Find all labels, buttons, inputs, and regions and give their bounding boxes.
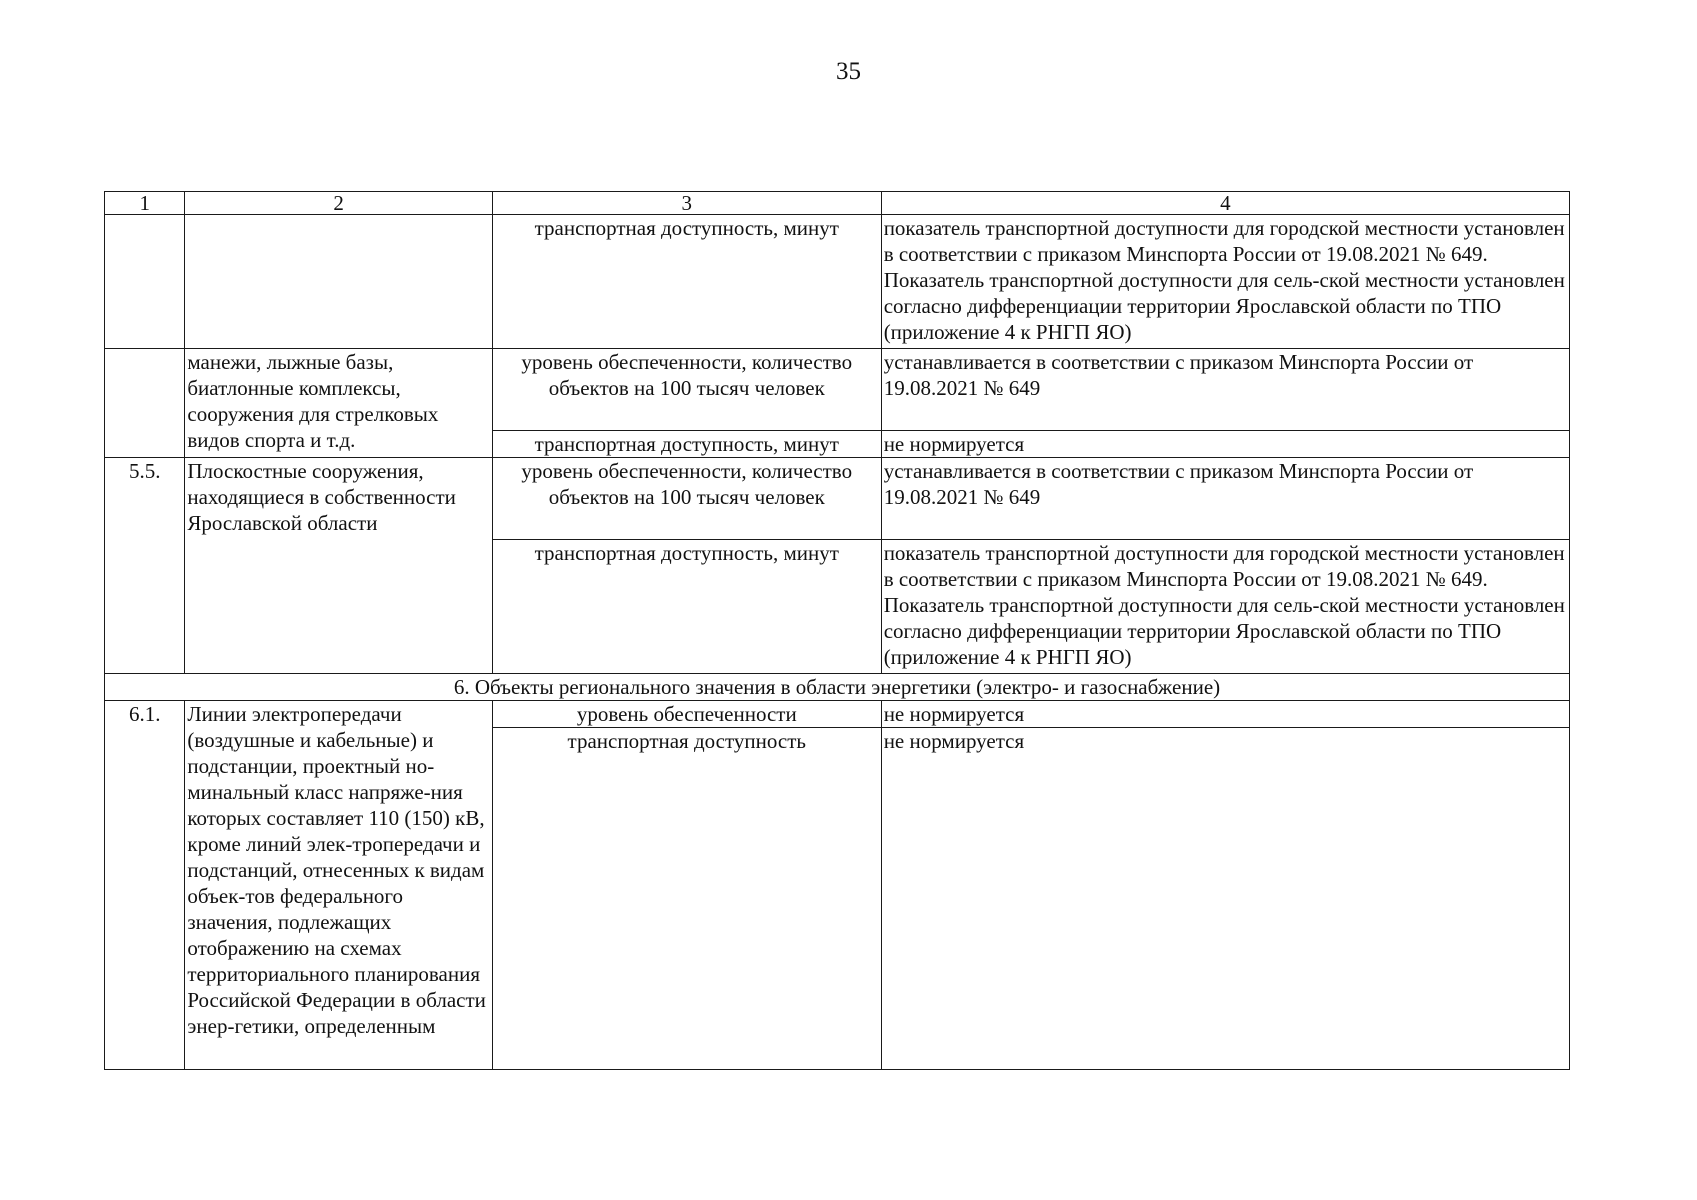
column-header-4: 4	[881, 192, 1569, 215]
column-header-3: 3	[492, 192, 881, 215]
section-row	[105, 674, 1570, 701]
number-cell	[105, 215, 185, 349]
column-header-1: 1	[105, 192, 185, 215]
row-number: 6.1.	[105, 701, 185, 1070]
number-cell	[105, 349, 185, 458]
section-title: 6. Объекты регионального значения в области энергетики (электро- и газоснабжение)	[105, 674, 1570, 701]
indicator-cell: транспортная доступность	[492, 728, 881, 1070]
object-cell: Плоскостные сооружения, находящиеся в собственности Ярославской области	[185, 458, 492, 674]
indicator-cell: транспортная доступность, минут	[492, 431, 881, 458]
value-cell: показатель транспортной доступности для городской местности установлен в соответствии с приказом Минспорта России от 19.08.2021 № 649. Показатель транспортной доступности для сель-ской местности установлен согласно дифференциации территории Ярославской области по ТПО (приложение 4 к РНГП ЯО)	[881, 215, 1569, 349]
object-cell: манежи, лыжные базы, биатлонные комплексы, сооружения для стрелковых видов спорта и т.д.	[185, 349, 492, 458]
normative-table	[104, 191, 1570, 1070]
value-cell: устанавливается в соответствии с приказом Минспорта России от 19.08.2021 № 649	[881, 349, 1569, 431]
value-cell: устанавливается в соответствии с приказом Минспорта России от 19.08.2021 № 649	[881, 458, 1569, 540]
value-cell: показатель транспортной доступности для городской местности установлен в соответствии с приказом Минспорта России от 19.08.2021 № 649. Показатель транспортной доступности для сель-ской местности установлен согласно дифференциации территории Ярославской области по ТПО (приложение 4 к РНГП ЯО)	[881, 540, 1569, 674]
indicator-cell: уровень обеспеченности, количество объектов на 100 тысяч человек	[492, 458, 881, 540]
indicator-cell: уровень обеспеченности	[492, 701, 881, 728]
page-number: 35	[836, 58, 861, 85]
value-cell: не нормируется	[881, 701, 1569, 728]
table-row	[105, 701, 1570, 728]
indicator-cell: транспортная доступность, минут	[492, 540, 881, 674]
indicator-cell: уровень обеспеченности, количество объектов на 100 тысяч человек	[492, 349, 881, 431]
row-number: 5.5.	[105, 458, 185, 674]
value-cell: не нормируется	[881, 431, 1569, 458]
value-cell: не нормируется	[881, 728, 1569, 1070]
table-row	[105, 215, 1570, 349]
column-header-2: 2	[185, 192, 492, 215]
object-cell: Линии электропередачи (воздушные и кабельные) и подстанции, проектный но-минальный класс напряже-ния которых составляет 110 (150) кВ, кроме линий элек-тропередачи и подстанций, отнесенных к видам объек-тов федерального значения, подлежащих отображению на схемах территориального планирования Российской Федерации в области энер-гетики, определенным	[185, 701, 492, 1070]
column-number-row	[105, 192, 1570, 215]
indicator-cell: транспортная доступность, минут	[492, 215, 881, 349]
table-row	[105, 349, 1570, 431]
table-row	[105, 458, 1570, 540]
object-cell	[185, 215, 492, 349]
